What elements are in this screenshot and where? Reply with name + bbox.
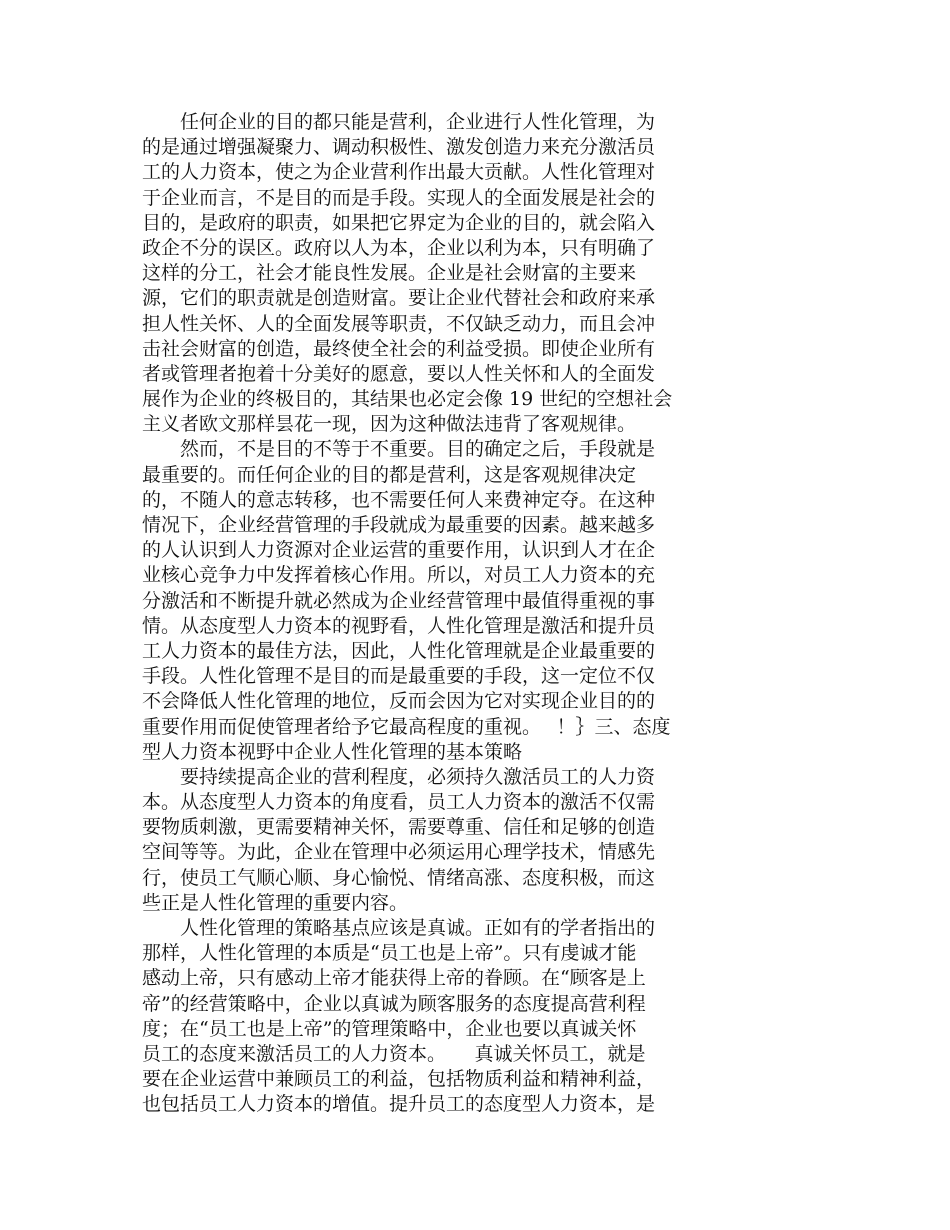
text-line: 担人性关怀、人的全面发展等职责，不仅缺乏动力，而且会冲 (142, 312, 656, 335)
text-line: 的，不随人的意志转移，也不需要任何人来费神定夺。在这种 (142, 488, 656, 511)
text-line: 的人认识到人力资源对企业运营的重要作用，认识到人才在企 (142, 539, 656, 562)
text-line: 要持续提高企业的营利程度，必须持久激活员工的人力资 (142, 765, 656, 788)
text-line: 那样，人性化管理的本质是“员工也是上帝”。只有虔诚才能 (142, 942, 637, 965)
text-line: 工人力资本的最佳方法，因此，人性化管理就是企业最重要的 (142, 639, 656, 662)
text-line: 些正是人性化管理的重要内容。 (142, 891, 409, 914)
text-line: 行，使员工气顺心顺、身心愉悦、情绪高涨、态度积极，而这 (142, 866, 656, 889)
text-line: 最重要的。而任何企业的目的都是营利，这是客观规律决定 (142, 463, 637, 486)
text-line: 本。从态度型人力资本的角度看，员工人力资本的激活不仅需 (142, 791, 656, 814)
text-line: 任何企业的目的都只能是营利，企业进行人性化管理，为 (142, 111, 656, 133)
text-line: 源，它们的职责就是创造财富。要让企业代替社会和政府来承 (142, 287, 656, 310)
text-line: 政企不分的误区。政府以人为本，企业以利为本，只有明确了 (142, 236, 656, 259)
text-line: 这样的分工，社会才能良性发展。企业是社会财富的主要来 (142, 262, 637, 285)
text-line: 分激活和不断提升就必然成为企业经营管理中最值得重视的事 (142, 589, 656, 612)
text-line: 也包括员工人力资本的增值。提升员工的态度型人力资本，是 (142, 1093, 656, 1116)
text-line: 于企业而言，不是目的而是手段。实现人的全面发展是社会的 (142, 186, 656, 209)
text-line: 业核心竞争力中发挥着核心作用。所以，对员工人力资本的充 (142, 564, 656, 587)
text-line: 员工的态度来激活员工的人力资本。 真诚关怀员工，就是 (142, 1042, 646, 1065)
text-line: 工的人力资本，使之为企业营利作出最大贡献。人性化管理对 (142, 161, 656, 184)
section-heading-line: 型人力资本视野中企业人性化管理的基本策略 (142, 740, 523, 763)
text-line: 感动上帝，只有感动上帝才能获得上帝的眷顾。在“顾客是上 (142, 967, 646, 990)
text-line: 度；在“员工也是上帝”的管理策略中，企业也要以真诚关怀 (142, 1017, 637, 1040)
text-line: 手段。人性化管理不是目的而是最重要的手段，这一定位不仅 (142, 665, 656, 688)
text-line: 情。从态度型人力资本的视野看，人性化管理是激活和提升员 (142, 614, 656, 637)
text-line: 帝”的经营策略中，企业以真诚为顾客服务的态度提高营利程 (142, 992, 646, 1015)
text-line: 主义者欧文那样昙花一现，因为这种做法违背了客观规律。 (142, 413, 637, 436)
text-line: 者或管理者抱着十分美好的愿意，要以人性关怀和人的全面发 (142, 362, 656, 385)
text-line: 重要作用而促使管理者给予它最高程度的重视。 ！｝三、态度 (142, 715, 671, 738)
text-line: 人性化管理的策略基点应该是真诚。正如有的学者指出的 (142, 917, 656, 939)
text-line: 要物质刺激，更需要精神关怀，需要尊重、信任和足够的创造 (142, 816, 656, 839)
text-line: 要在企业运营中兼顾员工的利益，包括物质利益和精神利益， (142, 1068, 656, 1091)
text-line: 击社会财富的创造，最终使全社会的利益受损。即使企业所有 (142, 337, 656, 360)
text-line: 的是通过增强凝聚力、调动积极性、激发创造力来充分激活员 (142, 136, 656, 159)
text-line: 情况下，企业经营管理的手段就成为最重要的因素。越来越多 (142, 514, 656, 536)
text-line: 展作为企业的终极目的，其结果也必定会像 19 世纪的空想社会 (142, 388, 673, 411)
text-line: 目的，是政府的职责，如果把它界定为企业的目的，就会陷入 (142, 211, 656, 234)
text-line: 不会降低人性化管理的地位，反而会因为它对实现企业目的的 (142, 690, 656, 713)
text-line: 空间等等。为此，企业在管理中必须运用心理学技术，情感先 (142, 841, 656, 864)
text-line: 然而，不是目的不等于不重要。目的确定之后，手段就是 (142, 438, 656, 461)
document-body (142, 110, 742, 1118)
